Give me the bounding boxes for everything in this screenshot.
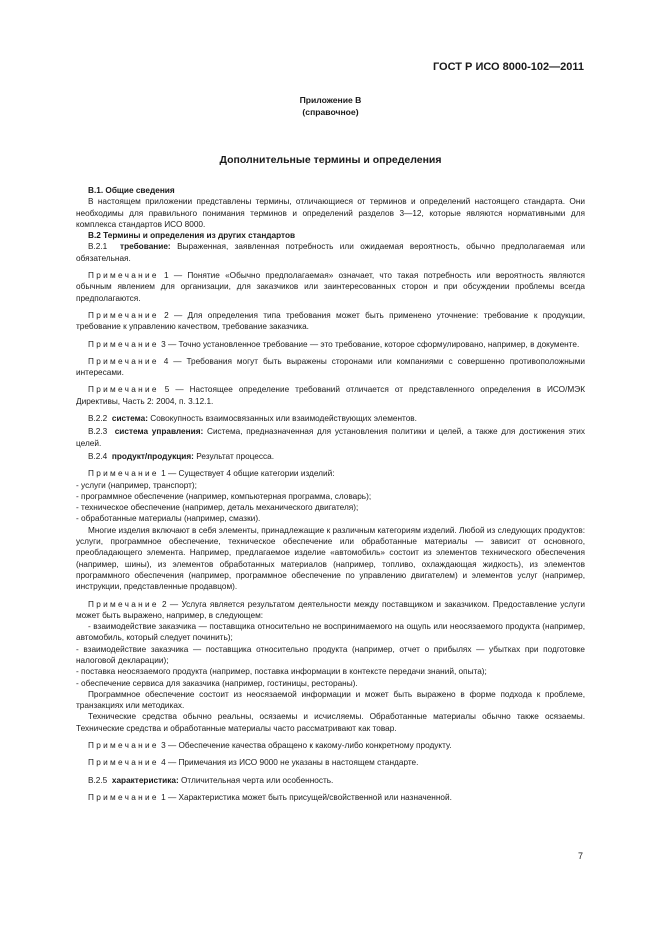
note-1: Примечание 1 — Понятие «Обычно предполагаемая» означает, что такая потребность или вероятность являются обычным явлением для организации, для заказчиков или заинтересованных сторон и при обсуждении проблемы всегда предполагаются. — [76, 271, 585, 303]
product-note-4: Примечание 4 — Примечания из ИСО 9000 не указаны в настоящем стандарте. — [88, 758, 419, 768]
term-product: В.2.4 продукт/продукция: Результат процесса. — [88, 451, 275, 461]
term-management-system: В.2.3 система управления: Система, предназначенная для установления политики и целей, а также для достижения этих целей. — [76, 427, 585, 448]
list-item: - услуги (например, транспорт); — [76, 480, 197, 490]
document-body — [76, 185, 585, 803]
list-item: - взаимодействие заказчика — поставщика относительно не воспринимаемого на ощупь или неосязаемого продукта (например, автомобиль, который следует починить); — [76, 622, 585, 643]
list-item: - поставка неосязаемого продукта (например, поставка информации в контексте передачи знаний, опыта); — [76, 667, 487, 677]
note-5: Примечание 5 — Настоящее определение требований отличается от представленного определения в ИСО/МЭК Директивы, Часть 2: 2004, п. 3.12.1. — [76, 385, 586, 406]
characteristic-note-1: Примечание 1 — Характеристика может быть присущей/свойственной или назначенной. — [88, 792, 452, 802]
annex-kind: (справочное) — [302, 107, 359, 117]
term-requirement: В.2.1 требование: Выраженная, заявленная потребность или ожидаемая вероятность, обычно предполагаемая или обязательная. — [76, 242, 586, 263]
b1-heading: В.1. Общие сведения — [88, 186, 175, 195]
product-note-2-tail-1: Программное обеспечение состоит из неосязаемой информации и может быть выражено в форме подхода к проблеме, транзакциях или методиках. — [76, 689, 585, 711]
term-system: В.2.2 система: Совокупность взаимосвязанных или взаимодействующих элементов. — [88, 414, 417, 424]
product-note-1: Примечание 1 — Существует 4 общие категории изделий: — [88, 469, 335, 479]
list-item: - обработанные материалы (например, смазки). — [76, 514, 261, 524]
section-title: Дополнительные термины и определения — [219, 154, 442, 166]
product-note-3: Примечание 3 — Обеспечение качества обращено к какому-либо конкретному продукту. — [88, 741, 452, 751]
note-4: Примечание 4 — Требования могут быть выражены сторонами или компаниями с совершенно противоположными интересами. — [76, 356, 585, 378]
note-3: Примечание 3 — Точно установленное требование — это требование, которое сформулировано, например, в документе. — [88, 339, 580, 349]
b2-heading: В.2 Термины и определения из других стандартов — [88, 231, 296, 241]
annex-label: Приложение В — [299, 95, 362, 105]
annex-heading — [0, 94, 661, 118]
b1-text: В настоящем приложении представлены термины, отличающиеся от терминов и определений настоящего стандарта. Они необходимы для правильного понимания терминов и определений разделов 3—12, которые являются нормативными для комплекса стандартов ИСО 8000. — [76, 197, 585, 229]
note-2: Примечание 2 — Для определения типа требования может быть применено уточнение: требование к продукции, требование к управлению качеством, требование заказчика. — [76, 310, 585, 332]
document-code: ГОСТ Р ИСО 8000-102—2011 — [432, 61, 584, 73]
list-item: - программное обеспечение (например, компьютерная программа, словарь); — [76, 491, 372, 501]
product-note-1-tail: Многие изделия включают в себя элементы, принадлежащие к различным категориям изделий. Любой из следующих продуктов: услуги, программное обеспечение, техническое обеспечение или обработанные материалы — зависит от основного, преобладающего элемента. Например, предлагаемое изделие «автомобиль» состоит из элементов технического обеспечения (например, шины), из элементов обработанных материалов (например, топливо, охлаждающая жидкость), из элементов программного обеспечения (например, программное обеспечение по управлению двигателем) и элементов услуг (например, инструкции, представленные продавцом). — [76, 525, 585, 592]
term-characteristic: В.2.5 характеристика: Отличительная черта или особенность. — [88, 775, 334, 785]
list-item: - техническое обеспечение (например, деталь механического двигателя); — [76, 503, 359, 513]
product-note-2: Примечание 2 — Услуга является результатом деятельности между поставщиком и заказчиком. Предоставление услуги может быть выражено, например, в следующем: — [76, 599, 585, 620]
list-item: - обеспечение сервиса для заказчика (например, гостиницы, рестораны). — [76, 678, 358, 688]
product-note-2-tail-2: Технические средства обычно реальны, осязаемы и исчисляемы. Обработанные материалы обычно также осязаемы. Технические средства и обработанные материалы часто рассматривают как товар. — [76, 712, 585, 733]
page-number: 7 — [577, 851, 583, 861]
list-item: - взаимодействие заказчика — поставщика относительно продукта (например, отчет о прибылях — убытках при подготовке налоговой декларации); — [76, 644, 585, 665]
